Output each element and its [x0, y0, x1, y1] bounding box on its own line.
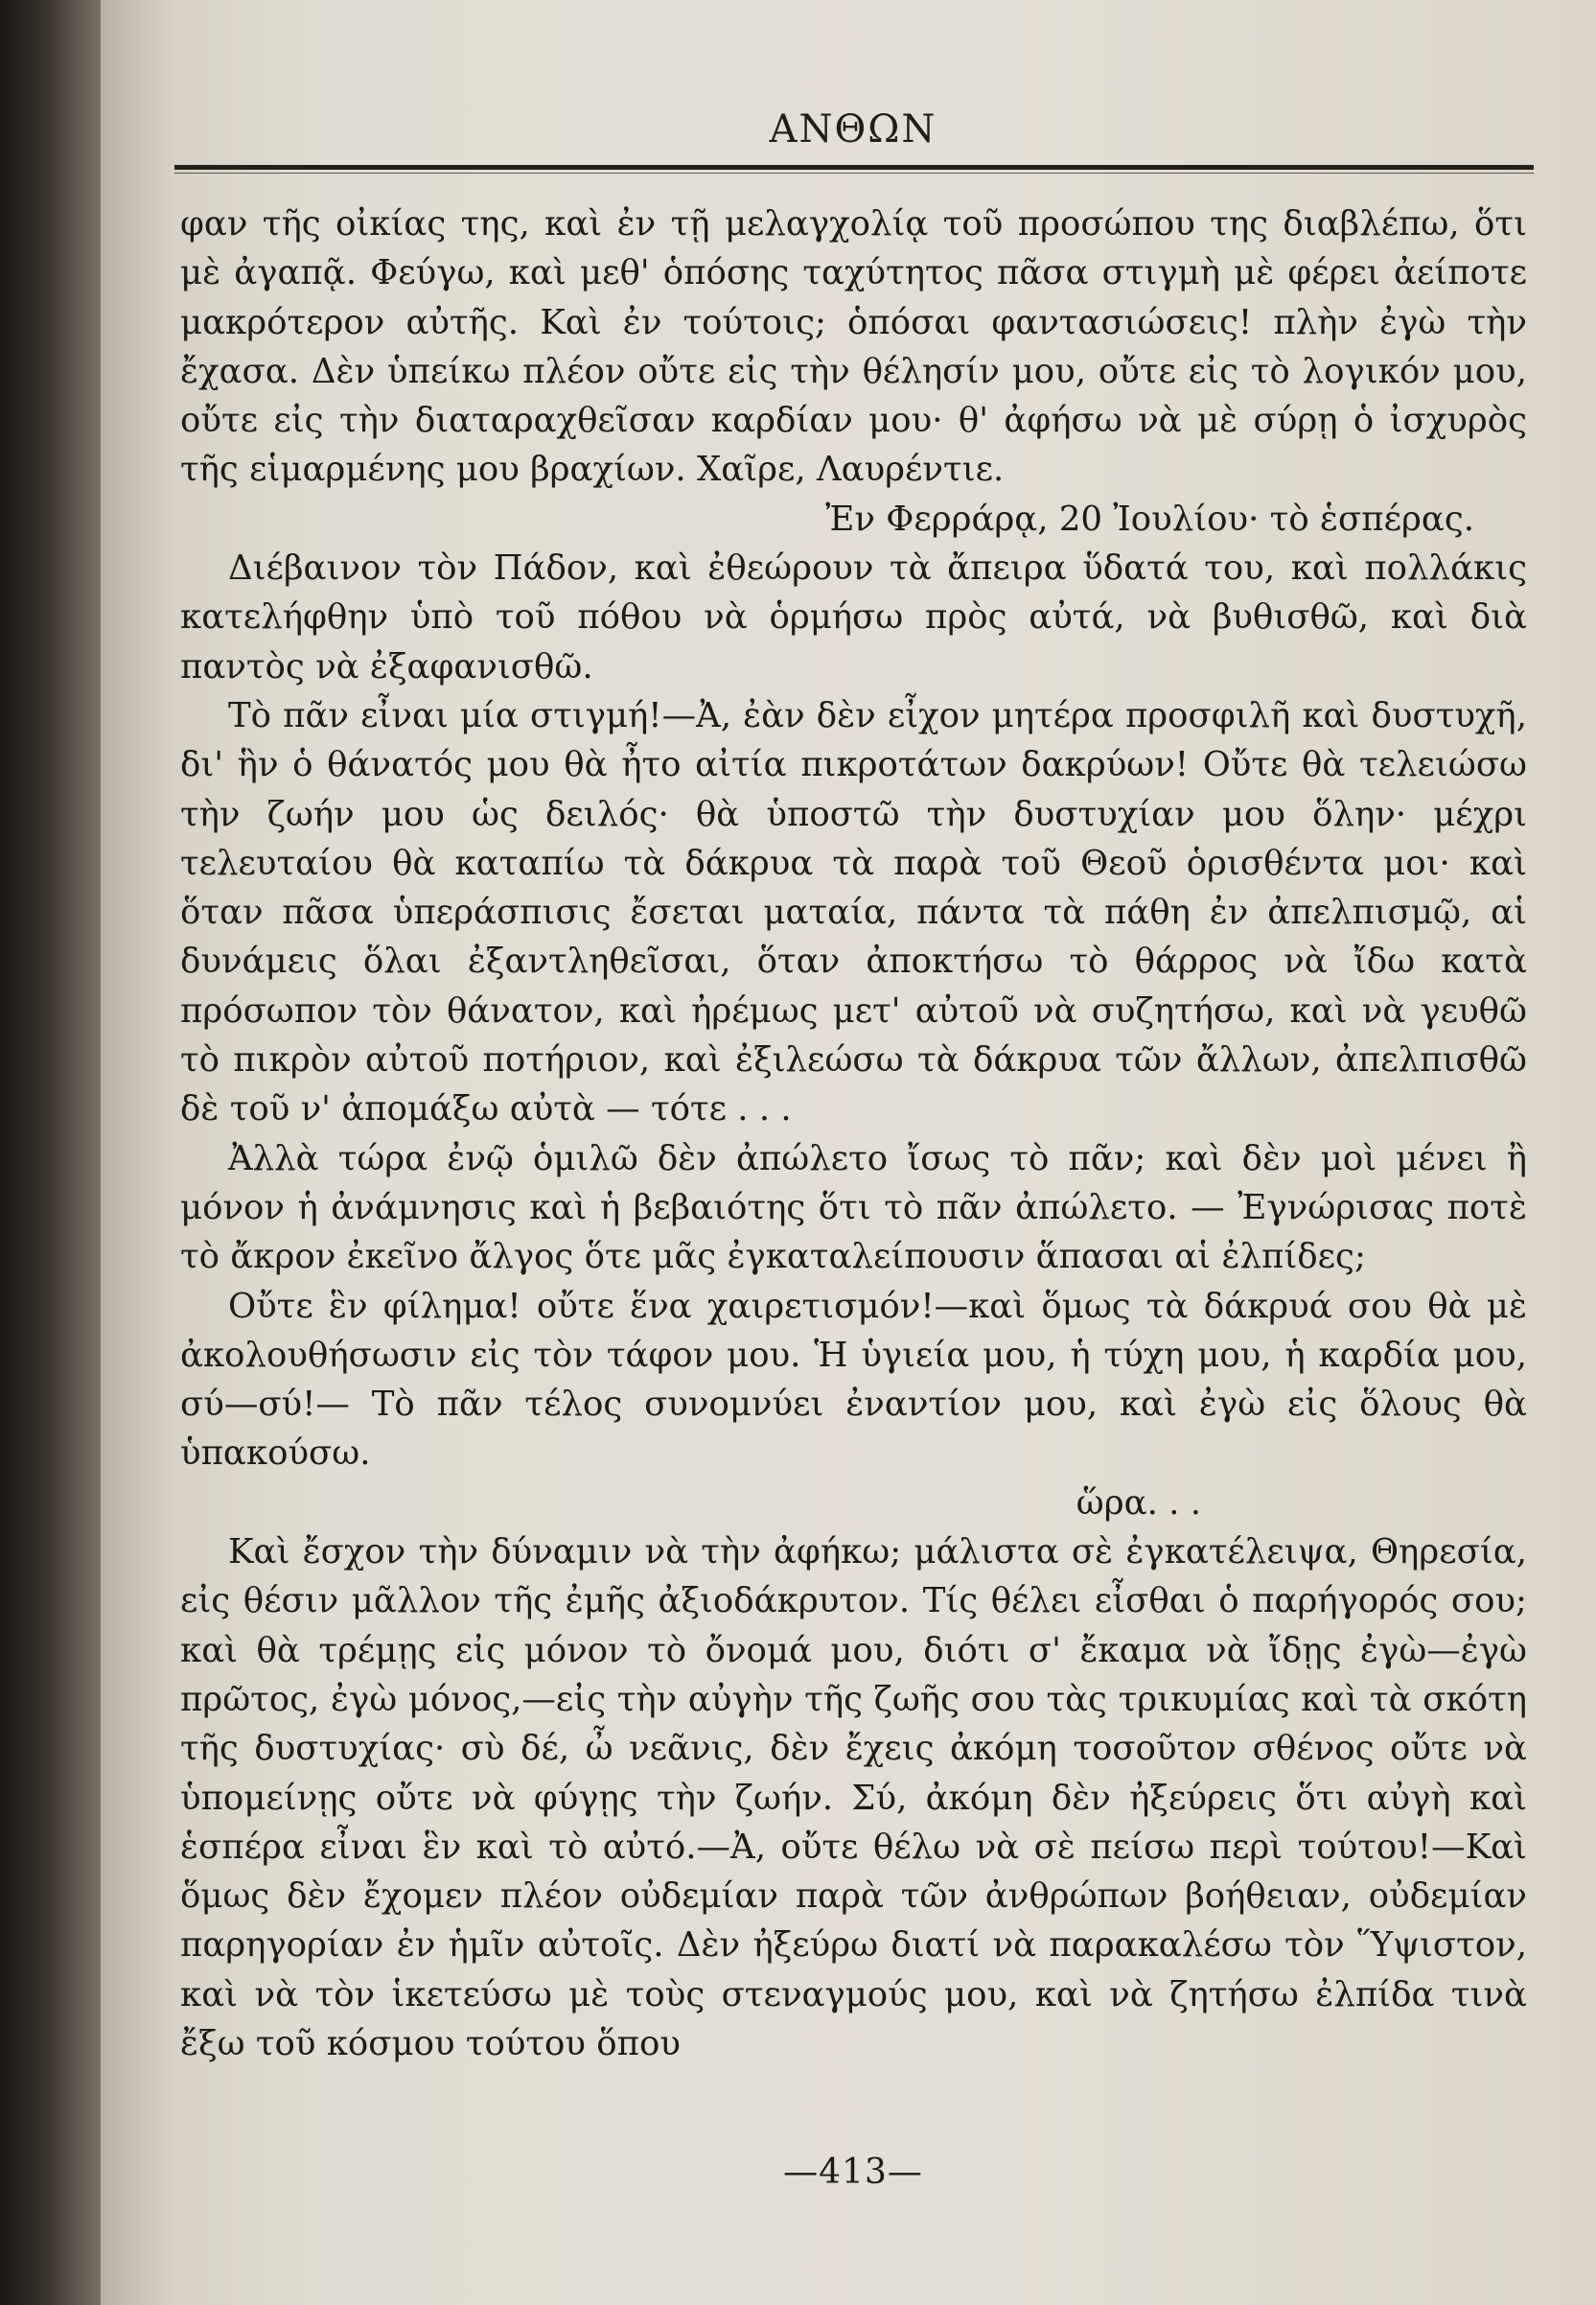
header-rule-thin	[174, 173, 1534, 174]
time-note: ὥρα. . .	[1076, 1482, 1201, 1523]
running-header: ΑΝΘΩΝ	[769, 107, 937, 151]
paragraph: Οὔτε ἓν φίλημα! οὔτε ἕνα χαιρετισμόν!—καὶ ὅμως τὰ δάκρυά σου θὰ μὲ ἀκολουθήσωσιν εἰς τὸν τάφον μου. Ἡ ὑγιεία μου, ἡ τύχη μου, ἡ καρδία μου, σύ—σύ!— Τὸ πᾶν τέλος συνομνύει ἐναντίον μου, καὶ ἐγὼ εἰς ὅλους θὰ ὑπακούσω.	[180, 1286, 1527, 1474]
page-body	[180, 199, 1527, 2068]
paragraph: Διέβαινον τὸν Πάδον, καὶ ἐθεώρουν τὰ ἄπειρα ὕδατά του, καὶ πολλάκις κατελήφθην ὑπὸ τοῦ πόθου νὰ ὁρμήσω πρὸς αὐτά, νὰ βυθισθῶ, καὶ διὰ παντὸς νὰ ἐξαφανισθῶ.	[180, 548, 1527, 687]
paragraph: Τὸ πᾶν εἶναι μία στιγμή!—Ἀ, ἐὰν δὲν εἶχον μητέρα προσφιλῆ καὶ δυστυχῆ, δι' ἣν ὁ θάνατός μου θὰ ἦτο αἰτία πικροτάτων δακρύων! Οὔτε θὰ τελειώσω τὴν ζωήν μου ὡς δειλός· θὰ ὑποστῶ τὴν δυστυχίαν μου ὅλην· μέχρι τελευταίου θὰ καταπίω τὰ δάκρυα τὰ παρὰ τοῦ Θεοῦ ὁρισθέντα μοι· καὶ ὅταν πᾶσα ὑπεράσπισις ἔσεται ματαία, πάντα τὰ πάθη ἐν ἀπελπισμῷ, αἱ δυνάμεις ὅλαι ἐξαντληθεῖσαι, ὅταν ἀποκτήσω τὸ θάρρος νὰ ἴδω κατὰ πρόσωπον τὸν θάνατον, καὶ ἠρέμως μετ' αὐτοῦ νὰ συζητήσω, καὶ νὰ γευθῶ τὸ πικρὸν αὐτοῦ ποτήριον, καὶ ἐξιλεώσω τὰ δάκρυα τῶν ἄλλων, ἀπελπισθῶ δὲ τοῦ ν' ἀπομάξω αὐτὰ — τότε . . .	[180, 695, 1527, 1129]
book-binding-shadow	[0, 0, 115, 2305]
page-number: —413—	[783, 2153, 923, 2192]
paragraph: φαν τῆς οἰκίας της, καὶ ἐν τῇ μελαγχολίᾳ τοῦ προσώπου της διαβλέπω, ὅτι μὲ ἀγαπᾷ. Φεύγω, καὶ μεθ' ὁπόσης ταχύτητος πᾶσα στιγμὴ μὲ φέρει ἀείποτε μακρότερον αὐτῆς. Καὶ ἐν τούτοις; ὁπόσαι φαντασιώσεις! πλὴν ἐγὼ τὴν ἔχασα. Δὲν ὑπείκω πλέον οὔτε εἰς τὴν θέλησίν μου, οὔτε εἰς τὸ λογικόν μου, οὔτε εἰς τὴν διαταραχθεῖσαν καρδίαν μου· θ' ἀφήσω νὰ μὲ σύρῃ ὁ ἰσχυρὸς τῆς εἱμαρμένης μου βραχίων. Χαῖρε, Λαυρέντιε.	[180, 204, 1527, 490]
paragraph: Ἀλλὰ τώρα ἐνῷ ὁμιλῶ δὲν ἀπώλετο ἴσως τὸ πᾶν; καὶ δὲν μοὶ μένει ἢ μόνον ἡ ἀνάμνησις καὶ ἡ βεβαιότης ὅτι τὸ πᾶν ἀπώλετο. — Ἐγνώρισας ποτὲ τὸ ἄκρον ἐκεῖνο ἄλγος ὅτε μᾶς ἐγκαταλείπουσιν ἅπασαι αἱ ἐλπίδες;	[180, 1138, 1527, 1277]
header-rule	[174, 165, 1534, 170]
letter-dateline: Ἐν Φερράρᾳ, 20 Ἰουλίου· τὸ ἑσπέρας.	[825, 499, 1474, 539]
paragraph: Καὶ ἔσχον τὴν δύναμιν νὰ τὴν ἀφήκω; μάλιστα σὲ ἐγκατέλειψα, Θηρεσία, εἰς θέσιν μᾶλλον τῆς ἐμῆς ἀξιοδάκρυτον. Τίς θέλει εἶσθαι ὁ παρήγορός σου; καὶ θὰ τρέμῃς εἰς μόνον τὸ ὄνομά μου, διότι σ' ἔκαμα νὰ ἴδῃς ἐγὼ—ἐγὼ πρῶτος, ἐγὼ μόνος,—εἰς τὴν αὐγὴν τῆς ζωῆς σου τὰς τρικυμίας καὶ τὰ σκότη τῆς δυστυχίας· σὺ δέ, ὦ νεᾶνις, δὲν ἔχεις ἀκόμη τοσοῦτον σθένος οὔτε νὰ ὑπομείνῃς οὔτε νὰ φύγῃς τὴν ζωήν. Σύ, ἀκόμη δὲν ἠξεύρεις ὅτι αὐγὴ καὶ ἑσπέρα εἶναι ἓν καὶ τὸ αὐτό.—Ἀ, οὔτε θέλω νὰ σὲ πείσω περὶ τούτου!—Καὶ ὅμως δὲν ἔχομεν πλέον οὐδεμίαν παρὰ τῶν ἀνθρώπων βοήθειαν, οὐδεμίαν παρηγορίαν ἐν ἡμῖν αὐτοῖς. Δὲν ἠξεύρω διατί νὰ παρακαλέσω τὸν Ὕψιστον, καὶ νὰ τὸν ἱκετεύσω μὲ τοὺς στεναγμούς μου, καὶ νὰ ζητήσω ἐλπίδα τινὰ ἔξω τοῦ κόσμου τούτου ὅπου	[180, 1532, 1527, 2063]
